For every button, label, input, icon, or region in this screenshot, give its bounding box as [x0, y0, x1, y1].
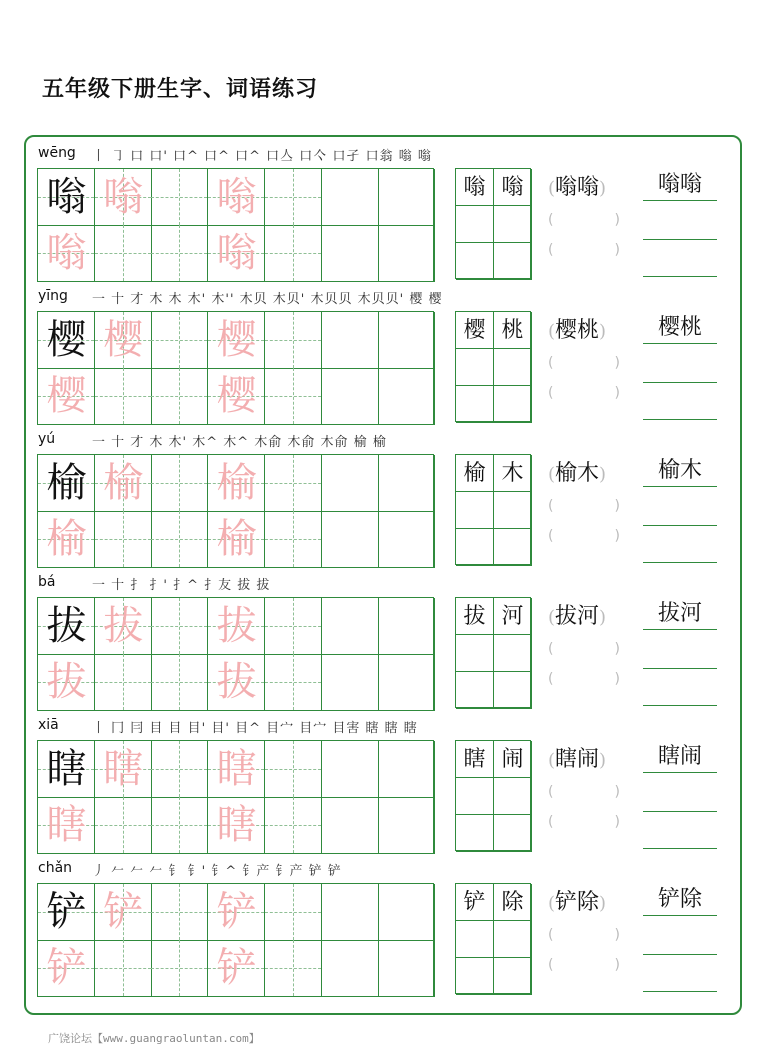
writing-cell[interactable]: [322, 940, 379, 997]
pinyin-label: xiā: [38, 717, 59, 733]
writing-cell[interactable]: [38, 884, 95, 941]
writing-line[interactable]: [643, 561, 717, 563]
guide-line: [265, 968, 321, 969]
writing-cell[interactable]: [265, 511, 322, 568]
underlined-word: 瞎闹: [643, 742, 717, 773]
guide-line: [151, 769, 207, 770]
bracket-close: ): [599, 750, 607, 771]
bracket-open: (: [548, 893, 556, 914]
pinyin-label: yú: [38, 431, 56, 447]
word-writing-cell[interactable]: [494, 921, 532, 958]
writing-cell[interactable]: [265, 741, 322, 798]
word-character: 河: [494, 598, 532, 635]
guide-line: [265, 197, 321, 198]
word-writing-cell[interactable]: [494, 529, 532, 566]
trace-character: 拔: [46, 659, 87, 705]
guide-line: [95, 253, 151, 254]
writing-cell[interactable]: [265, 940, 322, 997]
writing-cell[interactable]: [38, 598, 95, 655]
writing-cell[interactable]: [38, 741, 95, 798]
word-grid: [455, 168, 531, 279]
guide-line: [151, 539, 207, 540]
guide-line: [95, 682, 151, 683]
trace-character: 榆: [216, 460, 257, 506]
word-grid: [455, 454, 531, 565]
stroke-order-sequence: 丨 ㇆ 口 口' 口^ 口^ 口^ 口亼 口亽 口孑 口翁 嗡 嗡: [92, 149, 432, 164]
word-writing-cell[interactable]: [456, 778, 494, 815]
guide-line: [265, 825, 321, 826]
underlined-word: 樱桃: [643, 313, 717, 344]
guide-line: [151, 626, 207, 627]
writing-cell[interactable]: [378, 741, 435, 798]
word-character: 拔: [456, 598, 494, 635]
writing-cell[interactable]: [151, 455, 208, 512]
writing-cell[interactable]: [151, 511, 208, 568]
tianzige-grid: [37, 168, 434, 282]
writing-cell[interactable]: [208, 368, 265, 425]
model-character: 嗡: [46, 174, 87, 220]
stroke-order-sequence: 一 十 才 木 木 木' 木'' 木贝 木贝' 木贝贝 木贝贝' 樱 樱: [92, 292, 443, 307]
writing-cell[interactable]: [151, 940, 208, 997]
bracket-word: [548, 885, 626, 916]
writing-cell[interactable]: [95, 169, 152, 226]
guide-line: [95, 825, 151, 826]
page-title: 五年级下册生字、词语练习: [42, 77, 319, 102]
guide-line: [151, 396, 207, 397]
tianzige-grid: [37, 454, 434, 568]
writing-cell[interactable]: [322, 169, 379, 226]
writing-cell[interactable]: [95, 312, 152, 369]
writing-cell[interactable]: [208, 225, 265, 282]
writing-cell[interactable]: [378, 797, 435, 854]
writing-cell[interactable]: [38, 225, 95, 282]
practice-row: [0, 283, 780, 426]
writing-cell[interactable]: [151, 368, 208, 425]
word-character: 除: [494, 884, 532, 921]
writing-cell[interactable]: [378, 368, 435, 425]
writing-cell[interactable]: [151, 741, 208, 798]
bracket-blank[interactable]: ( ): [548, 528, 620, 544]
writing-line[interactable]: [643, 990, 717, 992]
guide-line: [151, 340, 207, 341]
trace-character: 樱: [216, 373, 257, 419]
guide-line: [151, 968, 207, 969]
writing-cell[interactable]: [151, 312, 208, 369]
trace-character: 拔: [216, 659, 257, 705]
word-writing-cell[interactable]: [456, 815, 494, 852]
guide-line: [151, 912, 207, 913]
writing-cell[interactable]: [95, 797, 152, 854]
footer-watermark: 广饶论坛【www.guangraoluntan.com】: [48, 1032, 260, 1045]
word-writing-cell[interactable]: [494, 206, 532, 243]
writing-cell[interactable]: [95, 225, 152, 282]
writing-cell[interactable]: [151, 884, 208, 941]
writing-cell[interactable]: [378, 511, 435, 568]
word-character: 铲: [456, 884, 494, 921]
writing-cell[interactable]: [208, 797, 265, 854]
word-character: 木: [494, 455, 532, 492]
bracket-blank[interactable]: ( ): [548, 927, 620, 943]
word-writing-cell[interactable]: [456, 921, 494, 958]
writing-cell[interactable]: [208, 741, 265, 798]
writing-cell[interactable]: [265, 797, 322, 854]
pinyin-label: wēng: [38, 145, 76, 161]
model-character: 瞎: [46, 746, 87, 792]
word-character: 嗡: [494, 169, 532, 206]
writing-cell[interactable]: [151, 598, 208, 655]
writing-cell[interactable]: [265, 654, 322, 711]
word-writing-cell[interactable]: [494, 386, 532, 423]
writing-cell[interactable]: [38, 511, 95, 568]
guide-line: [95, 968, 151, 969]
bracket-word-text: 榆木: [555, 461, 600, 486]
model-character: 樱: [46, 317, 87, 363]
trace-character: 铲: [103, 889, 144, 935]
bracket-close: ): [599, 893, 607, 914]
bracket-blank[interactable]: ( ): [548, 784, 620, 800]
writing-cell[interactable]: [95, 884, 152, 941]
guide-line: [151, 253, 207, 254]
writing-line[interactable]: [643, 524, 717, 526]
trace-character: 榆: [46, 516, 87, 562]
writing-cell[interactable]: [38, 940, 95, 997]
practice-row: [0, 426, 780, 569]
word-writing-cell[interactable]: [494, 815, 532, 852]
writing-cell[interactable]: [95, 511, 152, 568]
writing-cell[interactable]: [265, 225, 322, 282]
writing-cell[interactable]: [208, 312, 265, 369]
word-character: 嗡: [456, 169, 494, 206]
word-grid: [455, 740, 531, 851]
trace-character: 榆: [216, 516, 257, 562]
pinyin-label: yīng: [38, 288, 68, 304]
word-writing-cell[interactable]: [494, 672, 532, 709]
writing-cell[interactable]: [38, 169, 95, 226]
writing-cell[interactable]: [265, 455, 322, 512]
stroke-order-sequence: 一 十 才 木 木' 木^ 木^ 木俞 木俞 木俞 榆 榆: [92, 435, 387, 450]
writing-cell[interactable]: [265, 598, 322, 655]
writing-cell[interactable]: [208, 169, 265, 226]
trace-character: 瞎: [46, 802, 87, 848]
writing-cell[interactable]: [322, 225, 379, 282]
word-writing-cell[interactable]: [456, 206, 494, 243]
writing-cell[interactable]: [151, 169, 208, 226]
word-grid: [455, 311, 531, 422]
guide-line: [265, 396, 321, 397]
writing-cell[interactable]: [378, 654, 435, 711]
bracket-word-text: 瞎闹: [555, 747, 600, 772]
writing-cell[interactable]: [378, 455, 435, 512]
writing-cell[interactable]: [95, 368, 152, 425]
bracket-blank[interactable]: ( ): [548, 671, 620, 687]
word-writing-cell[interactable]: [494, 349, 532, 386]
writing-cell[interactable]: [265, 312, 322, 369]
writing-cell[interactable]: [322, 598, 379, 655]
writing-line[interactable]: [643, 667, 717, 669]
word-writing-cell[interactable]: [494, 492, 532, 529]
underlined-word: 铲除: [643, 885, 717, 916]
bracket-word: [548, 170, 626, 201]
writing-line[interactable]: [643, 704, 717, 706]
writing-cell[interactable]: [378, 169, 435, 226]
model-character: 榆: [46, 460, 87, 506]
word-writing-cell[interactable]: [456, 958, 494, 995]
writing-cell[interactable]: [265, 884, 322, 941]
writing-line[interactable]: [643, 847, 717, 849]
writing-line[interactable]: [643, 953, 717, 955]
writing-cell[interactable]: [208, 598, 265, 655]
trace-character: 瞎: [216, 746, 257, 792]
tianzige-grid: [37, 740, 434, 854]
underlined-word: 嗡嗡: [643, 170, 717, 201]
writing-cell[interactable]: [322, 797, 379, 854]
writing-cell[interactable]: [322, 884, 379, 941]
writing-cell[interactable]: [38, 368, 95, 425]
writing-cell[interactable]: [322, 312, 379, 369]
guide-line: [95, 539, 151, 540]
word-writing-cell[interactable]: [456, 635, 494, 672]
trace-character: 拔: [103, 603, 144, 649]
bracket-open: (: [548, 464, 556, 485]
writing-cell[interactable]: [38, 797, 95, 854]
stroke-order-sequence: 丨 冂 冃 目 目 目' 目' 目^ 目宀 目宀 目害 瞎 瞎 瞎: [92, 721, 418, 736]
guide-line: [95, 396, 151, 397]
writing-cell[interactable]: [378, 225, 435, 282]
writing-cell[interactable]: [322, 511, 379, 568]
writing-cell[interactable]: [151, 797, 208, 854]
trace-character: 瞎: [216, 802, 257, 848]
bracket-open: (: [548, 178, 556, 199]
word-writing-cell[interactable]: [456, 672, 494, 709]
word-character: 樱: [456, 312, 494, 349]
practice-row: [0, 712, 780, 855]
pinyin-label: chǎn: [38, 860, 73, 876]
trace-character: 瞎: [103, 746, 144, 792]
model-character: 铲: [46, 889, 87, 935]
writing-cell[interactable]: [95, 598, 152, 655]
writing-cell[interactable]: [95, 741, 152, 798]
bracket-blank[interactable]: ( ): [548, 957, 620, 973]
writing-cell[interactable]: [322, 455, 379, 512]
guide-line: [151, 197, 207, 198]
bracket-word-text: 铲除: [555, 890, 600, 915]
word-character: 瞎: [456, 741, 494, 778]
bracket-blank[interactable]: ( ): [548, 355, 620, 371]
bracket-word: [548, 313, 626, 344]
bracket-blank[interactable]: ( ): [548, 641, 620, 657]
trace-character: 铲: [216, 945, 257, 991]
writing-cell[interactable]: [322, 654, 379, 711]
bracket-word: [548, 742, 626, 773]
writing-cell[interactable]: [378, 884, 435, 941]
model-character: 拔: [46, 603, 87, 649]
writing-cell[interactable]: [95, 455, 152, 512]
writing-cell[interactable]: [265, 368, 322, 425]
word-character: 桃: [494, 312, 532, 349]
word-writing-cell[interactable]: [456, 349, 494, 386]
guide-line: [151, 483, 207, 484]
bracket-close: ): [599, 607, 607, 628]
writing-cell[interactable]: [322, 368, 379, 425]
writing-cell[interactable]: [151, 225, 208, 282]
word-writing-cell[interactable]: [494, 958, 532, 995]
word-writing-cell[interactable]: [456, 386, 494, 423]
writing-cell[interactable]: [208, 455, 265, 512]
word-grid: [455, 597, 531, 708]
writing-cell[interactable]: [378, 312, 435, 369]
word-writing-cell[interactable]: [456, 529, 494, 566]
trace-character: 嗡: [46, 230, 87, 276]
word-writing-cell[interactable]: [456, 243, 494, 280]
bracket-word: [548, 599, 626, 630]
guide-line: [265, 253, 321, 254]
trace-character: 铲: [46, 945, 87, 991]
writing-cell[interactable]: [208, 884, 265, 941]
practice-row: [0, 140, 780, 283]
word-writing-cell[interactable]: [494, 243, 532, 280]
bracket-word-text: 嗡嗡: [555, 175, 600, 200]
bracket-blank[interactable]: ( ): [548, 498, 620, 514]
writing-cell[interactable]: [322, 741, 379, 798]
writing-line[interactable]: [643, 275, 717, 277]
writing-line[interactable]: [643, 381, 717, 383]
guide-line: [151, 682, 207, 683]
guide-line: [265, 340, 321, 341]
word-character: 榆: [456, 455, 494, 492]
bracket-close: ): [599, 464, 607, 485]
writing-cell[interactable]: [378, 598, 435, 655]
guide-line: [265, 539, 321, 540]
guide-line: [265, 682, 321, 683]
bracket-open: (: [548, 750, 556, 771]
guide-line: [265, 626, 321, 627]
underlined-word: 榆木: [643, 456, 717, 487]
trace-character: 铲: [216, 889, 257, 935]
writing-cell[interactable]: [265, 169, 322, 226]
trace-character: 嗡: [216, 174, 257, 220]
writing-line[interactable]: [643, 238, 717, 240]
writing-cell[interactable]: [208, 654, 265, 711]
trace-character: 榆: [103, 460, 144, 506]
tianzige-grid: [37, 883, 434, 997]
stroke-order-sequence: 丿 𠂉 𠂉 𠂉 钅 钅' 钅^ 钅产 钅产 铲 铲: [92, 864, 342, 879]
tianzige-grid: [37, 597, 434, 711]
bracket-word-text: 拔河: [555, 604, 600, 629]
writing-line[interactable]: [643, 418, 717, 420]
trace-character: 嗡: [216, 230, 257, 276]
writing-cell[interactable]: [151, 654, 208, 711]
trace-character: 樱: [46, 373, 87, 419]
word-writing-cell[interactable]: [494, 778, 532, 815]
bracket-open: (: [548, 321, 556, 342]
trace-character: 嗡: [103, 174, 144, 220]
bracket-blank[interactable]: ( ): [548, 212, 620, 228]
writing-cell[interactable]: [38, 654, 95, 711]
bracket-close: ): [599, 321, 607, 342]
writing-cell[interactable]: [208, 511, 265, 568]
word-grid: [455, 883, 531, 994]
writing-cell[interactable]: [38, 455, 95, 512]
word-writing-cell[interactable]: [494, 635, 532, 672]
trace-character: 拔: [216, 603, 257, 649]
trace-character: 樱: [216, 317, 257, 363]
underlined-word: 拔河: [643, 599, 717, 630]
tianzige-grid: [37, 311, 434, 425]
word-character: 闹: [494, 741, 532, 778]
bracket-word: [548, 456, 626, 487]
trace-character: 樱: [103, 317, 144, 363]
practice-row: [0, 569, 780, 712]
writing-cell[interactable]: [208, 940, 265, 997]
guide-line: [151, 825, 207, 826]
writing-line[interactable]: [643, 810, 717, 812]
writing-cell[interactable]: [95, 940, 152, 997]
guide-line: [265, 483, 321, 484]
practice-row: [0, 855, 780, 998]
bracket-blank[interactable]: ( ): [548, 242, 620, 258]
guide-line: [265, 912, 321, 913]
writing-cell[interactable]: [38, 312, 95, 369]
writing-cell[interactable]: [378, 940, 435, 997]
bracket-blank[interactable]: ( ): [548, 385, 620, 401]
guide-line: [265, 769, 321, 770]
bracket-open: (: [548, 607, 556, 628]
word-writing-cell[interactable]: [456, 492, 494, 529]
bracket-close: ): [599, 178, 607, 199]
writing-cell[interactable]: [95, 654, 152, 711]
stroke-order-sequence: 一 十 扌 扌' 扌^ 扌友 拔 拔: [92, 578, 271, 593]
bracket-blank[interactable]: ( ): [548, 814, 620, 830]
bracket-word-text: 樱桃: [555, 318, 600, 343]
pinyin-label: bá: [38, 574, 56, 590]
